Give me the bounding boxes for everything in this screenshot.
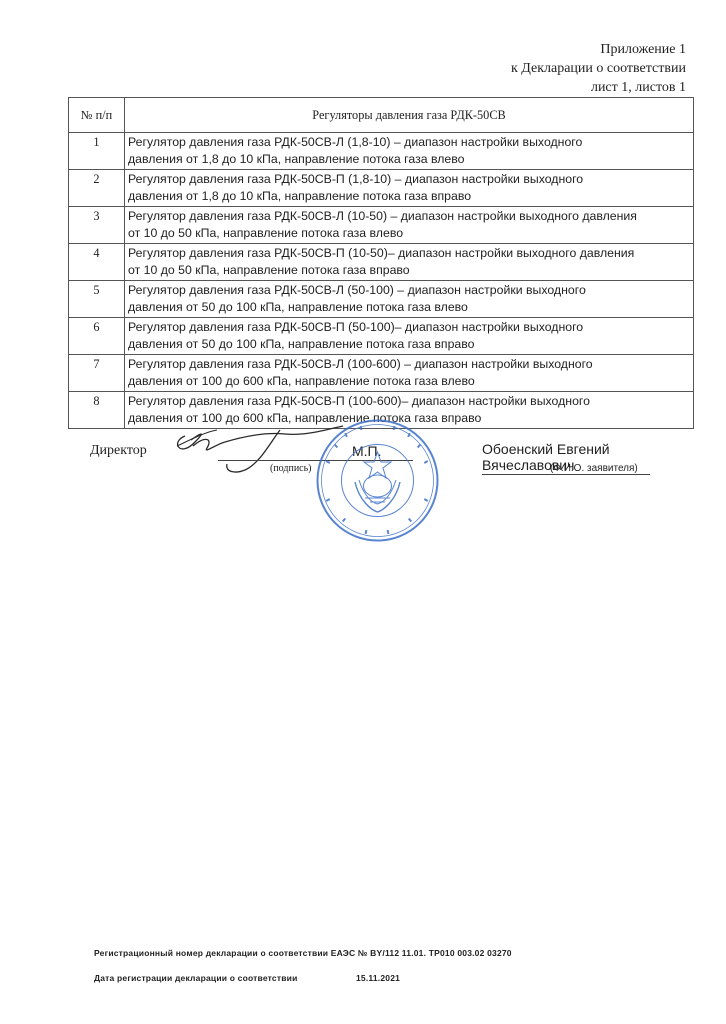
row-number: 3 (69, 207, 125, 244)
row-description-line-2: давления от 100 до 600 кПа, направление потока газа вправо (128, 411, 482, 425)
row-description (125, 355, 694, 392)
row-number: 8 (69, 392, 125, 429)
table-row (69, 281, 694, 318)
column-header-number: № п/п (69, 98, 125, 133)
table-row (69, 133, 694, 170)
row-description-line-2: от 10 до 50 кПа, направление потока газа вправо (128, 263, 410, 277)
table-row (69, 318, 694, 355)
row-description-line-2: давления от 1,8 до 10 кПа, направление потока газа влево (128, 152, 465, 166)
row-description-line-2: давления от 50 до 100 кПа, направление потока газа вправо (128, 337, 475, 351)
table-row (69, 170, 694, 207)
row-description-line-1: Регулятор давления газа РДК-50СВ-П (10-50)– диапазон настройки выходного давления (128, 246, 635, 260)
row-description-line-1: Регулятор давления газа РДК-50СВ-Л (1,8-10) – диапазон настройки выходного (128, 135, 583, 149)
sheet-count: лист 1, листов 1 (590, 80, 686, 95)
row-number: 1 (69, 133, 125, 170)
signer-name: Обоенский Евгений Вячеславович (482, 441, 650, 475)
declaration-registration-number: Регистрационный номер декларации о соответствии ЕАЭС № BY/112 11.01. ТР010 003.02 03270 (94, 948, 512, 958)
row-description (125, 170, 694, 207)
attachment-header (511, 40, 686, 97)
row-description (125, 244, 694, 281)
row-description-line-2: давления от 1,8 до 10 кПа, направление потока газа вправо (128, 189, 472, 203)
row-description-line-1: Регулятор давления газа РДК-50СВ-П (50-100)– диапазон настройки выходного (128, 320, 584, 334)
row-description-line-1: Регулятор давления газа РДК-50СВ-П (100-600)– диапазон настройки выходного (128, 394, 590, 408)
registration-date-label: Дата регистрации декларации о соответствии (94, 973, 298, 983)
row-description-line-1: Регулятор давления газа РДК-50СВ-П (1,8-10) – диапазон настройки выходного (128, 172, 584, 186)
company-stamp (315, 418, 440, 543)
table-row (69, 207, 694, 244)
table-header-row (69, 98, 694, 133)
table-row (69, 355, 694, 392)
row-description-line-2: от 10 до 50 кПа, направление потока газа влево (128, 226, 404, 240)
row-description (125, 281, 694, 318)
row-description-line-2: давления от 100 до 600 кПа, направление потока газа влево (128, 374, 475, 388)
row-description (125, 207, 694, 244)
row-description-line-1: Регулятор давления газа РДК-50СВ-Л (10-50) – диапазон настройки выходного давления (128, 209, 637, 223)
column-header-title: Регуляторы давления газа РДК-50СВ (125, 98, 694, 133)
row-number: 6 (69, 318, 125, 355)
row-description (125, 318, 694, 355)
attachment-number: Приложение 1 (600, 42, 686, 57)
stamp-place-label: М.П. (352, 443, 382, 459)
row-number: 7 (69, 355, 125, 392)
declaration-reference: к Декларации о соответствии (510, 61, 686, 76)
row-description-line-1: Регулятор давления газа РДК-50СВ-Л (50-100) – диапазон настройки выходного (128, 283, 586, 297)
row-number: 5 (69, 281, 125, 318)
declaration-registration-date-row (94, 973, 401, 983)
row-number: 2 (69, 170, 125, 207)
registration-date: 15.11.2021 (356, 973, 401, 983)
row-description-line-2: давления от 50 до 100 кПа, направление потока газа влево (128, 300, 468, 314)
signer-name-hint: (Ф.И.О. заявителя) (550, 463, 638, 474)
table-row (69, 244, 694, 281)
row-description (125, 133, 694, 170)
signature-hint: (подпись) (270, 463, 312, 474)
regulators-table (68, 97, 694, 429)
signer-role: Директор (90, 443, 147, 458)
row-description-line-1: Регулятор давления газа РДК-50СВ-Л (100-600) – диапазон настройки выходного (128, 357, 593, 371)
row-number: 4 (69, 244, 125, 281)
